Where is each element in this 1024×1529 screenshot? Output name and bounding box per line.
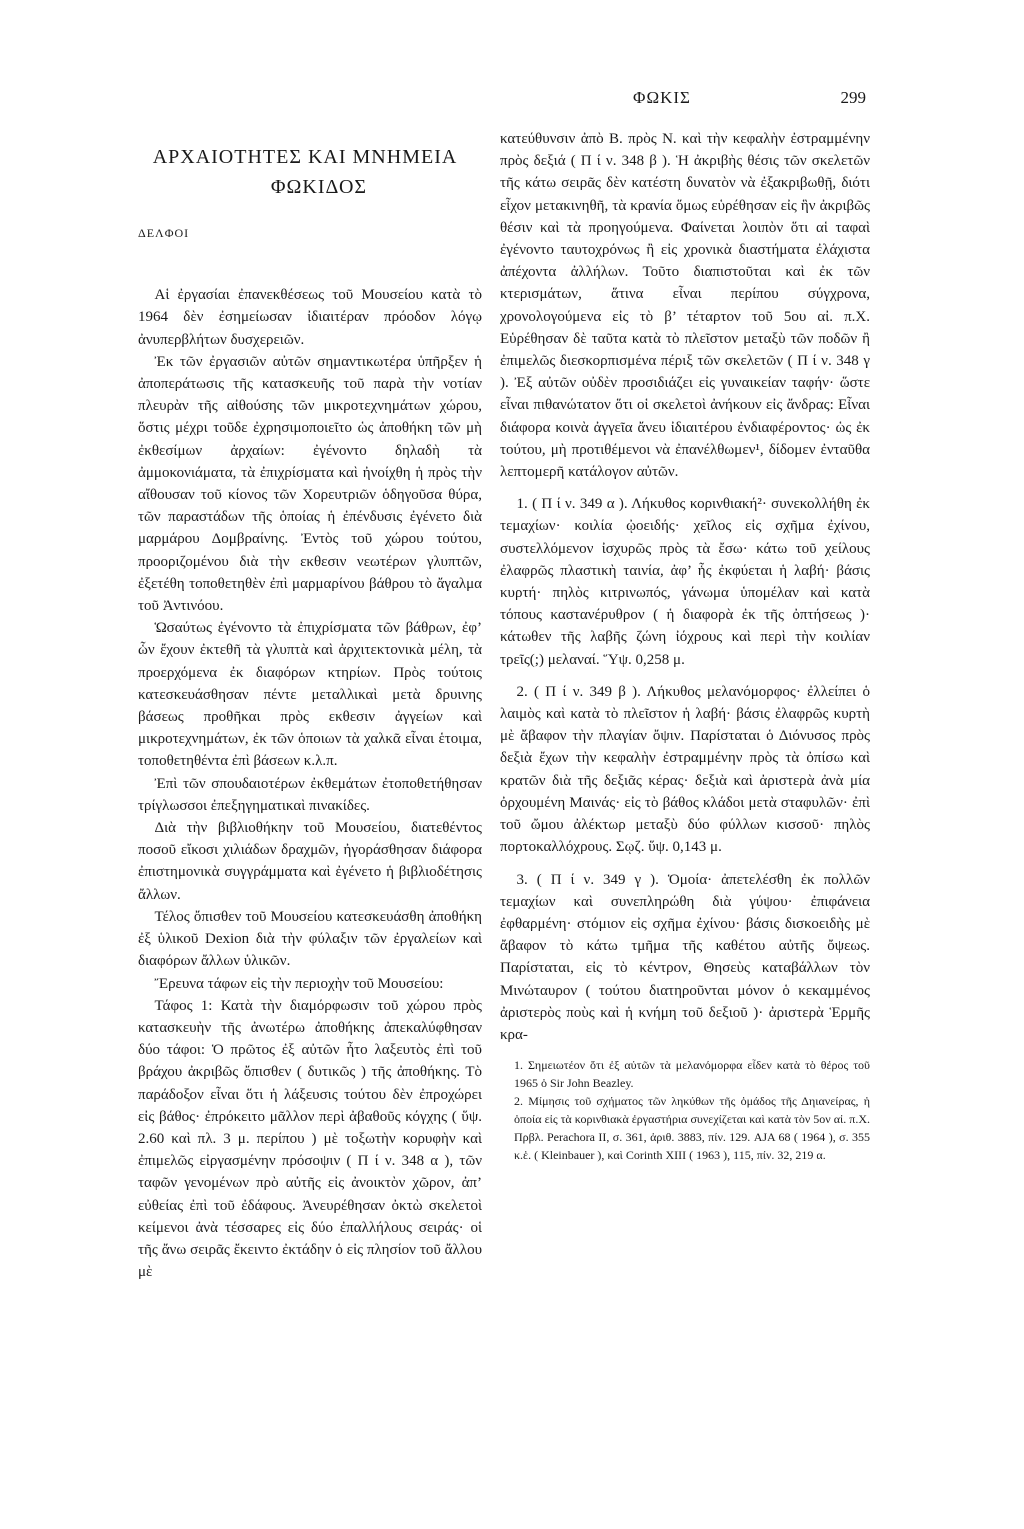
page-number: 299: [840, 88, 866, 107]
spacer: [500, 483, 870, 493]
paragraph: Αἱ ἐργασίαι ἐπανεκθέσεως τοῦ Μουσείου κατὰ τὸ 1964 δὲν ἐσημείωσαν ἰδιαιτέραν πρόοδον λόγῳ ἀνυπερβλήτων δυσχερειῶν.: [138, 287, 482, 348]
footnotes: [500, 1056, 870, 1164]
right-column: [500, 128, 870, 1164]
running-title: ΦΩΚΙΣ: [633, 88, 691, 107]
paragraph: Ἐκ τῶν ἐργασιῶν αὐτῶν σημαντικωτέρα ὑπῆρξεν ἡ ἀποπεράτωσις τῆς κατασκευῆς τοῦ παρὰ τὴν νοτίαν πλευρὰν τῆς αἰθούσης τῶν μικροτεχνημάτων χώρου, ὅστις μέχρι τοῦδε ἐχρησιμοποιεῖτο ὡς ἀποθήκη τῶν μὴ ἐκθεσίμων ἀρχαίων: ἐγένοντο δηλαδὴ τὰ ἀμμοκονιάματα, τὰ ἐπιχρίσματα καὶ ἠνοίχθη ἡ πρὸς τὴν αἴθουσαν τοῦ κίονος τῶν Χορευτριῶν ὁδηγοῦσα θύρα, τῶν παραστάδων τῆς ὁποίας ἡ ἐπένδυσις ἐγένετο διὰ μαρμάρου Δομβραίνης. Ἐντὸς τοῦ χώρου τούτου, προοριζομένου διὰ τὴν εκθεσιν νεωτέρων γλυπτῶν, ἐξετέθη τοποθετηθὲν ἐπὶ μαρμαρίνου βάθρου τὸ ἄγαλμα τοῦ Ἀντινόου.: [138, 353, 482, 615]
section-title: [138, 142, 482, 202]
left-column: [138, 128, 482, 1283]
paragraph: Ἔρευνα τάφων εἰς τὴν περιοχὴν τοῦ Μουσείου:: [154, 975, 444, 992]
paragraph: Ὡσαύτως ἐγένοντο τὰ ἐπιχρίσματα τῶν βάθρων, ἐφ’ ὧν ἔχουν ἐκτεθῆ τὰ γλυπτὰ καὶ ἀρχιτεκτονικὰ μέλη, τὰ προερχόμενα ἐκ διαφόρων κτηρίων. Πρὸς τούτοις κατεσκευάσθησαν πέντε μεταλλικαὶ μετὰ δρυινης βάσεως προθῆκαι πρὸς εκθεσιν ἀγγείων καὶ μικροτεχνημάτων, ἐκ τῶν ὁποιων τὰ χαλκᾶ εἶναι ἑτοιμα, τοποθετηθέντα ἐπὶ βάσεων κ.λ.π.: [138, 620, 482, 770]
section-title-line-1: ΑΡΧΑΙΟΤΗΤΕΣ ΚΑΙ ΜΝΗΜΕΙΑ: [152, 146, 458, 168]
catalogue-entry: 3. ( Π ί ν. 349 γ ). Ὁμοία· ἀπετελέσθη ἐκ πολλῶν τεμαχίων καὶ συνεπληρώθη διὰ γύψου· ἐπιφάνεια ἐφθαρμένη· στόμιον εἰς σχῆμα ἐχίνου· βάσις δισκοειδὴς μὲ ἄβαφον τὸ κάτω τμῆμα τῆς καθέτου αὐτῆς ὄψεως. Παρίσταται, εἰς τὸ κέντρον, Θησεὺς καταβάλλων τὸν Μινώταυρον ( τούτου διατηροῦνται μόνον ὁ κεκαμμένος ἀριστερὸς ποὺς καὶ ἡ κνήμη τοῦ δεξιοῦ )· ἀριστερὰ Ἑρμῆς κρα-: [500, 871, 870, 1043]
section-title-line-2: ΦΩΚΙΔΟΣ: [270, 176, 368, 198]
catalogue-entry: 2. ( Π ί ν. 349 β ). Λήκυθος μελανόμορφος· ἐλλείπει ὁ λαιμὸς καὶ κατὰ τὸ πλεῖστον ἡ λαβή· βάσις ἐλαφρῶς κυρτὴ μὲ ἄβαφον τὴν πλαγίαν ὄψιν. Παρίσταται ὁ Διόνυσος πρὸς δεξιὰ ἔχων τὴν κεφαλὴν ἐστραμμένην πρὸς τὰ ὀπίσω καὶ κρατῶν διὰ τῆς δεξιᾶς κέρας· δεξιὰ καὶ ἀριστερὰ ἀνὰ μία ὀρχουμένη Μαινάς· εἰς τὸ βάθος κλάδοι μετὰ σταφυλῶν· ἐπὶ τοῦ ὤμου ἀλέκτωρ μεταξὺ δύο φύλλων κισσοῦ· πηλὸς πορτοκαλλόχρους. Σῳζ. ὕψ. 0,143 μ.: [500, 683, 870, 856]
paragraph: Ἐπὶ τῶν σπουδαιοτέρων ἐκθεμάτων ἐτοποθετήθησαν τρίγλωσσοι ἐπεξηγηματικαὶ πινακίδες.: [138, 775, 482, 814]
running-head: [0, 88, 1024, 112]
paragraph: Διὰ τὴν βιβλιοθήκην τοῦ Μουσείου, διατεθέντος ποσοῦ εἴκοσι χιλιάδων δραχμῶν, ἠγοράσθησαν διάφορα ἐπιστημονικὰ συγγράμματα καὶ ἐγένετο ἡ βιβλιοδέτησις ἄλλων.: [138, 820, 482, 903]
site-label: ΔΕΛΦΟΙ: [138, 226, 190, 240]
catalogue-entry: 1. ( Π ί ν. 349 α ). Λήκυθος κορινθιακή²· συνεκολλήθη ἐκ τεμαχίων· κοιλία ᾠοειδής· χεῖλος εἰς σχῆμα ἐχίνου, συστελλόμενον ἰσχυρῶς πρὸς τὰ ἔσω· κάτω τοῦ χείλους ἐλαφρῶς πλαστικὴ ταινία, ἀφ’ ἧς ἐκφύεται ἡ λαβή· βάσις κυρτή· πηλὸς κιτρινωπός, γάνωμα ὑπομέλαν καὶ κατὰ τόπους καστανέρυθρον ( ἡ διαφορὰ ἐκ τῆς ὀπτήσεως )· κάτωθεν τῆς λαβῆς ζώνη ἰόχρους καὶ περὶ τὴν κοιλίαν τρεῖς(;) μελαναί. Ὕψ. 0,258 μ.: [500, 496, 870, 668]
paragraph: κατεύθυνσιν ἀπὸ Β. πρὸς Ν. καὶ τὴν κεφαλὴν ἐστραμμένην πρὸς δεξιά ( Π ί ν. 348 β ). Ἡ ἀκριβὴς θέσις τῶν σκελετῶν τῆς κάτω σειρᾶς δὲν κατέστη δυνατὸν νὰ ἐξακριβωθῇ, διότι εἶχον μετακινηθῆ, τὰ κρανία ὅμως εὑρέθησαν εἰς ἣν ἀκριβῶς θέσιν καὶ τὰ προηγούμενα. Φαίνεται λοιπὸν ὅτι αἱ ταφαὶ ἐγένοντο ταυτοχρόνως ἢ εἰς χρονικὰ διαστήματα ἐλάχιστα ἀπέχοντα ἀλλήλων. Τοῦτο διαπιστοῦται καὶ ἐκ τῶν κτερισμάτων, ἅτινα εἶναι περίπου σύγχρονα, χρονολογούμενα εἰς τὸ β’ τέταρτον τοῦ 5ου αἰ. π.Χ. Εὑρέθησαν δὲ ταῦτα κατὰ τὸ πλεῖστον μεταξὺ τῶν ποδῶν ἢ ἐπιμελῶς διεσκορπισμένα πέριξ τῶν σκελετῶν ( Π ί ν. 348 γ ). Ἐξ αὐτῶν οὐδὲν προσιδιάζει εἰς γυναικείαν ταφήν· ὥστε εἶναι πιθανώτατον ὅτι οἱ σκελετοὶ ἀνήκουν εἰς ἄνδρας: Εἶναι διάφορα κοινὰ ἀγγεῖα ἄνευ ἰδιαιτέρου ἐνδιαφέροντος· ὡς ἐκ τούτου, μὴ προτιθέμενοι νὰ ἐπανέλθωμεν¹, δίδομεν ἐνταῦθα λεπτομερῆ κατάλογον αὐτῶν.: [500, 131, 870, 481]
paragraph: Τέλος ὄπισθεν τοῦ Μουσείου κατεσκευάσθη ἀποθήκη ἐξ ὑλικοῦ Dexion διὰ τὴν φύλαξιν τῶν ἐργαλείων καὶ διαφόρων ἄλλων ὑλικῶν.: [138, 908, 482, 970]
spacer: [500, 859, 870, 869]
footnote: 2. Μίμησις τοῦ σχήματος τῶν ληκύθων τῆς ὁμάδος τῆς Δηιανείρας, ἡ ὁποία εἰς τὰ κορινθιακὰ ἐργαστήρια συνεχίζεται καὶ κατὰ τὸν 5ον αἰ. π.Χ. Πρβλ. Perachora II, σ. 361, ἀριθ. 3883, πίν. 129. AJA 68 ( 1964 ), σ. 355 κ.ἑ. ( Kleinbauer ), καὶ Corinth XIII ( 1963 ), 115, πίν. 32, 219 α.: [514, 1094, 870, 1163]
paragraph: Τάφος 1: Κατὰ τὴν διαμόρφωσιν τοῦ χώρου πρὸς κατασκευὴν τῆς ἀνωτέρω ἀποθήκης ἀπεκαλύφθησαν δύο τάφοι: Ὁ πρῶτος ἐξ αὐτῶν ἦτο λαξευτὸς ἐπὶ τοῦ βράχου ἀκριβῶς ὄπισθεν ( δυτικῶς ) τῆς ἀποθήκης. Τὸ παράδοξον εἶναι ὅτι ἡ λάξευσις τούτου δὲν ἐπροχώρει εἰς βάθος· ἐπρόκειτο μᾶλλον περὶ ἀβαθοῦς κόγχης ( ὕψ. 2.60 καὶ πλ. 3 μ. περίπου ) μὲ τοξωτὴν κορυφὴν καὶ ἐπιμελῶς εἰργασμένην πρόσοψιν ( Π ί ν. 348 α ), τῶν ταφῶν γενομένων πρὸ αὐτῆς εἰς ἀνοικτὸν χῶρον, ἀπ’ εὐθείας ἐπὶ τοῦ ἐδάφους. Ἀνευρέθησαν ὀκτὼ σκελετοὶ κείμενοι ἀνὰ τέσσαρες εἰς δύο ἐπαλλήλους σειράς· οἱ τῆς ἄνω σειρᾶς ἔκειντο ἐκτάδην ὁ εἰς πλησίον τοῦ ἄλλου μὲ: [138, 997, 482, 1281]
spacer: [500, 671, 870, 681]
footnote: 1. Σημειωτέον ὅτι ἐξ αὐτῶν τὰ μελανόμορφα εἶδεν κατὰ τὸ θέρος τοῦ 1965 ὁ Sir John Beazley.: [514, 1058, 870, 1091]
